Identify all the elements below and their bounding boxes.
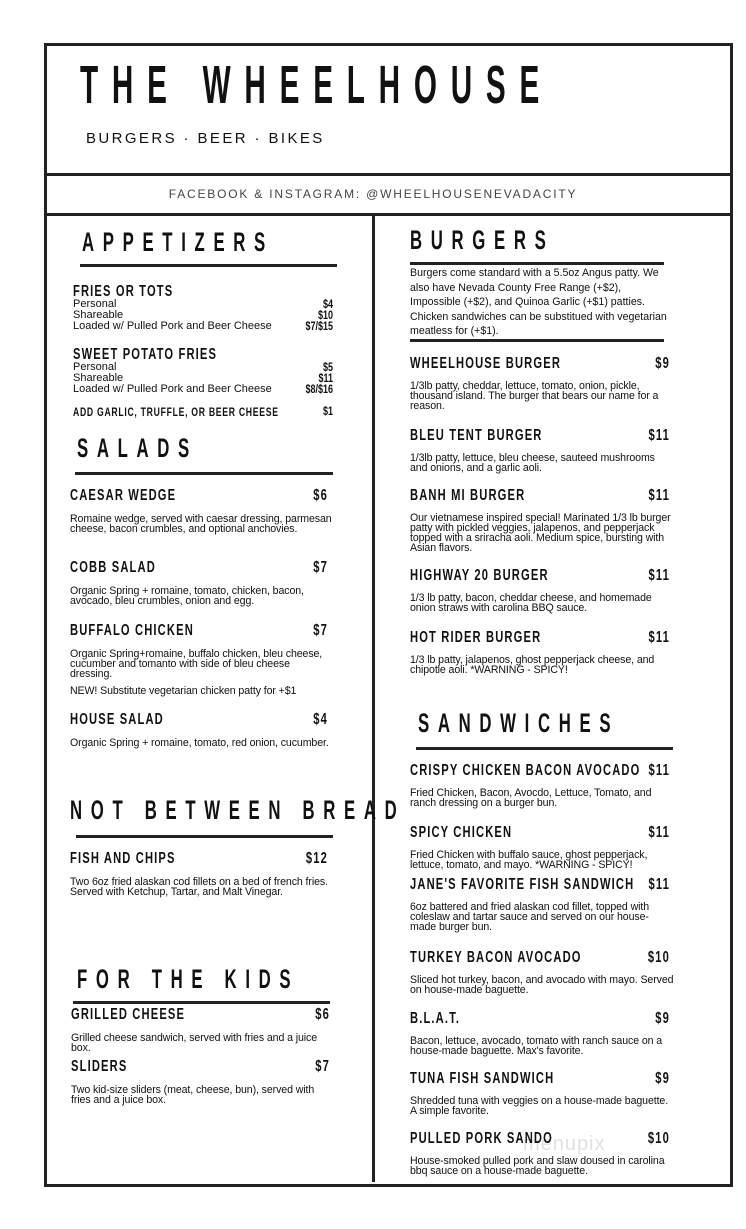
menu-item-description: Two kid-size sliders (meat, cheese, bun), served with fries and a juice box. (71, 1084, 315, 1106)
watermark: menupix (523, 1133, 606, 1155)
menu-item-name: B.L.A.T. (410, 1010, 461, 1027)
restaurant-title: THE WHEELHOUSE (80, 55, 554, 115)
burgers-intro: Burgers come standard with a 5.5oz Angus patty. We also have Nevada County Free Range (+$2), Impossible (+$2), and Quinoa Garlic (+$1) patties. Chicken sandwiches can be substitued with vegetarian meatless for (+$1). (410, 267, 667, 337)
menu-item-price: $11 (648, 762, 670, 779)
menu-item-price: $10 (647, 1130, 670, 1147)
menu-item-description: Organic Spring + romaine, tomato, red onion, cucumber. (70, 737, 329, 749)
option-price: $5 (322, 360, 333, 374)
menu-item-note: NEW! Substitute vegetarian chicken patty for +$1 (70, 685, 297, 697)
menu-item-description: Sliced hot turkey, bacon, and avocado with mayo. Served on house-made baguette. (410, 974, 674, 996)
menu-item-name: HOT RIDER BURGER (410, 629, 542, 646)
menu-item-description: 1/3 lb patty, bacon, cheddar cheese, and homemade onion straws with carolina BBQ sauce. (410, 592, 652, 614)
menu-item-name: BLEU TENT BURGER (410, 427, 543, 444)
option-label: Personal (73, 298, 117, 310)
option-label: Shareable (73, 309, 124, 321)
header-divider (44, 173, 730, 176)
section-rule (410, 339, 664, 342)
menu-item-name: HIGHWAY 20 BURGER (410, 567, 549, 584)
menu-item-name: HOUSE SALAD (70, 711, 164, 728)
menu-item-name: SLIDERS (71, 1058, 128, 1075)
section-rule (76, 835, 333, 838)
menu-item-name: FRIES OR TOTS (73, 283, 174, 300)
menu-item-price: $6 (313, 487, 328, 504)
option-price: $4 (322, 297, 333, 311)
section-heading: BURGERS (410, 225, 555, 255)
menu-item-description: House-smoked pulled pork and slaw doused in carolina bbq sauce on a house-made baguette. (410, 1155, 665, 1177)
option-price: $8/$16 (305, 382, 333, 396)
addon-label: ADD GARLIC, TRUFFLE, OR BEER CHEESE (73, 405, 279, 419)
menu-item-name: CRISPY CHICKEN BACON AVOCADO (410, 762, 641, 779)
menu-item-name: PULLED PORK SANDO (410, 1130, 553, 1147)
column-divider (372, 214, 375, 1182)
section-rule (75, 472, 333, 475)
section-rule (416, 747, 673, 750)
section-heading: NOT BETWEEN BREAD (70, 795, 406, 825)
menu-item-price: $10 (647, 949, 670, 966)
menu-item-description: Fried Chicken, Bacon, Avocdo, Lettuce, Tomato, and ranch dressing on a burger bun. (410, 787, 652, 809)
menu-item-name: CAESAR WEDGE (70, 487, 177, 504)
menu-item-price: $11 (648, 629, 670, 646)
menu-item-price: $6 (315, 1006, 330, 1023)
menu-item-price: $9 (655, 1070, 670, 1087)
menu-item-price: $7 (315, 1058, 330, 1075)
tagline: BURGERS · BEER · BIKES (86, 130, 325, 147)
menu-item-name: TUNA FISH SANDWICH (410, 1070, 555, 1087)
menu-item-price: $9 (655, 1010, 670, 1027)
menu-item-description: Bacon, lettuce, avocado, tomato with ranch sauce on a house-made baguette. Max's favorite. (410, 1035, 663, 1057)
section-heading: APPETIZERS (82, 227, 274, 257)
menu-item-name: WHEELHOUSE BURGER (410, 355, 562, 372)
menu-item-price: $12 (305, 850, 328, 867)
menu-item-name: GRILLED CHEESE (71, 1006, 186, 1023)
menu-item-price: $9 (655, 355, 670, 372)
menu-item-description: 1/3lb patty, lettuce, bleu cheese, sauteed mushrooms and onions, and a garlic aoli. (410, 452, 655, 474)
option-price: $7/$15 (305, 319, 333, 333)
menu-item-description: 1/3 lb patty, jalapenos, ghost pepperjack cheese, and chipotle aoli. *WARNING - SPICY! (410, 654, 655, 676)
option-label: Shareable (73, 372, 124, 384)
addon-price: $1 (322, 404, 333, 418)
menu-item-description: Romaine wedge, served with caesar dressing, parmesan cheese, bacon crumbles, and optional anchovies. (70, 513, 332, 535)
menu-item-description: 6oz battered and fried alaskan cod fillet, topped with coleslaw and tartar sauce and served on our house-made burger bun. (410, 901, 650, 933)
menu-item-description: Organic Spring+romaine, buffalo chicken, bleu cheese, cucumber and tomanto with side of bleu cheese dressing. (70, 648, 323, 680)
menu-item-price: $11 (648, 427, 670, 444)
menu-item-description: Shredded tuna with veggies on a house-made baguette. A simple favorite. (410, 1095, 669, 1117)
section-rule (80, 264, 337, 267)
menu-item-name: COBB SALAD (70, 559, 156, 576)
menu-item-name: BUFFALO CHICKEN (70, 622, 194, 639)
menu-item-description: 1/3lb patty, cheddar, lettuce, tomato, onion, pickle, thousand island. The burger that bears our name for a reason. (410, 380, 659, 412)
menu-item-price: $7 (313, 622, 328, 639)
section-rule (73, 1001, 330, 1004)
section-heading: SALADS (77, 433, 198, 463)
menu-item-description: Grilled cheese sandwich, served with fries and a juice box. (71, 1032, 318, 1054)
menu-item-price: $11 (648, 487, 670, 504)
menu-item-description: Two 6oz fried alaskan cod fillets on a bed of french fries. Served with Ketchup, Tartar, and Malt Vinegar. (70, 876, 328, 898)
section-heading: FOR THE KIDS (77, 964, 300, 994)
menu-item-description: Organic Spring + romaine, tomato, chicken, bacon, avocado, bleu crumbles, onion and egg. (70, 585, 304, 607)
menu-item-name: TURKEY BACON AVOCADO (410, 949, 582, 966)
menu-item-description: Our vietnamese inspired special! Marinated 1/3 lb burger patty with pickled veggies, jalapenos, and pepperjack topped with a sriracha aoli. Medium spice, bursting with Asian flavors. (410, 512, 671, 554)
menu-item-name: BANH MI BURGER (410, 487, 526, 504)
social-divider (44, 213, 730, 216)
option-label: Personal (73, 361, 117, 373)
menu-item-description: Fried Chicken with buffalo sauce, ghost pepperjack, lettuce, tomato, and mayo. *WARNING - SPICY! (410, 849, 648, 871)
option-price: $11 (318, 371, 333, 385)
menu-item-name: JANE'S FAVORITE FISH SANDWICH (410, 876, 635, 893)
menu-item-name: FISH AND CHIPS (70, 850, 176, 867)
section-heading: SANDWICHES (418, 708, 620, 738)
menu-item-price: $11 (648, 876, 670, 893)
menu-item-price: $11 (648, 567, 670, 584)
option-price: $10 (317, 308, 333, 322)
social-handle: FACEBOOK & INSTAGRAM: @WHEELHOUSENEVADACITY (168, 187, 578, 201)
menu-item-price: $11 (648, 824, 670, 841)
menu-item-price: $7 (313, 559, 328, 576)
option-label: Loaded w/ Pulled Pork and Beer Cheese (73, 320, 272, 332)
menu-item-name: SPICY CHICKEN (410, 824, 513, 841)
menu-item-price: $4 (313, 711, 328, 728)
section-rule (410, 262, 664, 265)
menu-item-name: SWEET POTATO FRIES (73, 346, 218, 363)
option-label: Loaded w/ Pulled Pork and Beer Cheese (73, 383, 272, 395)
